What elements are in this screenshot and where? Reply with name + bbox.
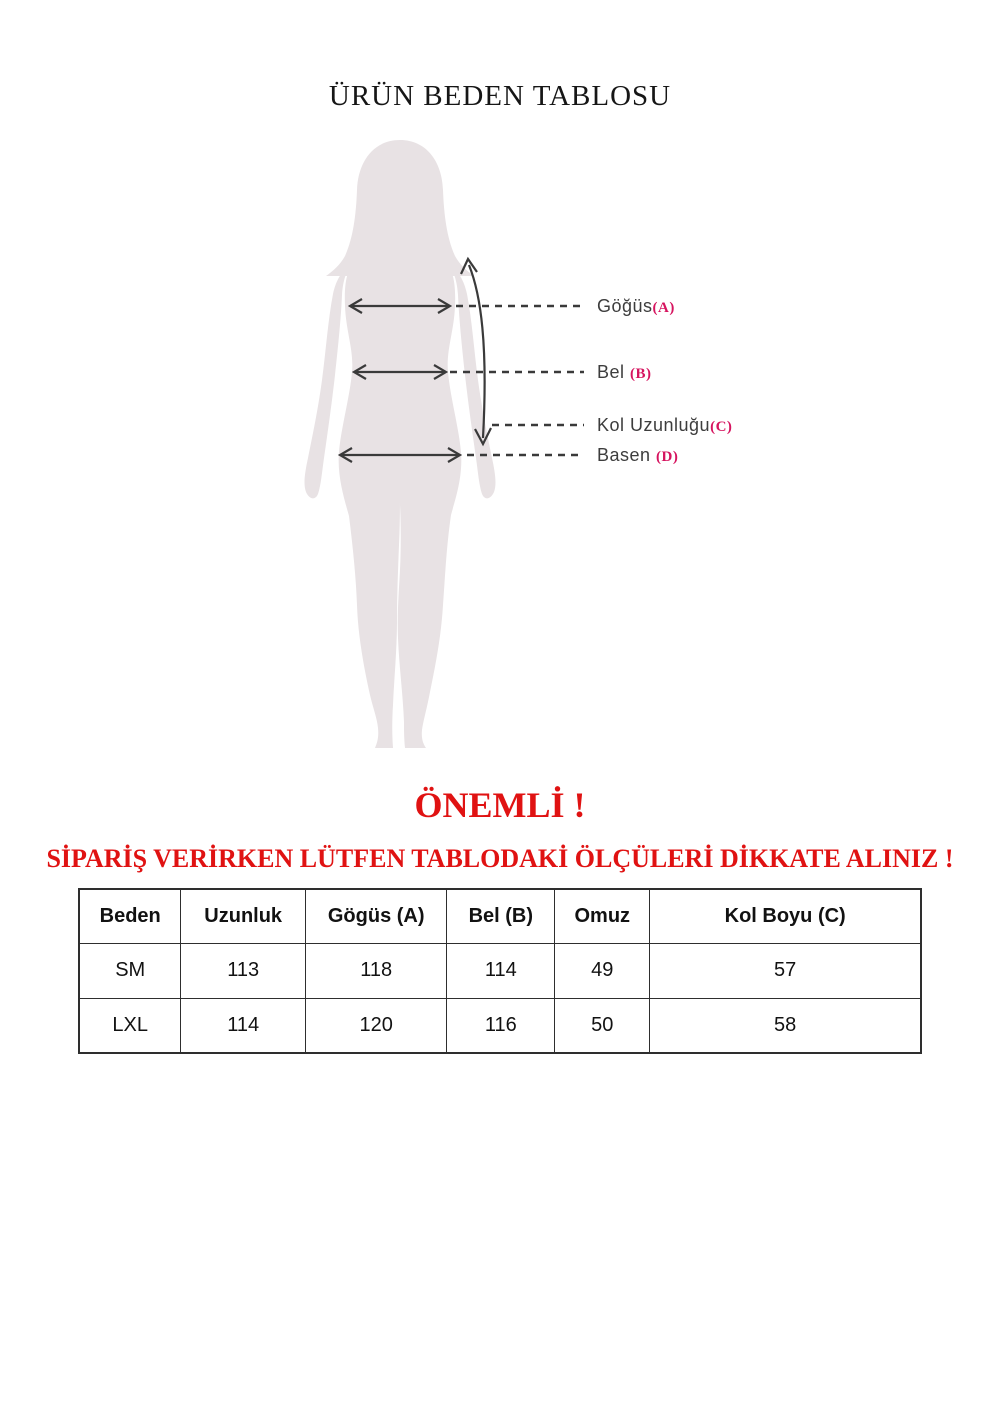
label-arm-length-text: Kol Uzunluğu <box>597 415 711 435</box>
size-table-cell: 114 <box>181 998 306 1053</box>
size-table-cell: 50 <box>555 998 650 1053</box>
size-table-row <box>79 998 921 1053</box>
label-chest-text: Göğüs <box>597 296 653 316</box>
size-table-container <box>78 888 922 1054</box>
size-table-column-header: Bel (B) <box>447 889 555 943</box>
important-heading: ÖNEMLİ ! <box>414 785 586 825</box>
label-chest-marker: (A) <box>652 300 675 316</box>
page-title: ÜRÜN BEDEN TABLOSU <box>328 80 672 112</box>
size-table-cell: 116 <box>447 998 555 1053</box>
label-hip <box>597 445 678 466</box>
size-table-cell: LXL <box>79 998 181 1053</box>
size-table-column-header: Kol Boyu (C) <box>650 889 921 943</box>
silhouette-torso-legs <box>339 260 462 748</box>
body-measurement-diagram <box>280 135 590 760</box>
size-table-cell: 58 <box>650 998 921 1053</box>
size-table-cell: 114 <box>447 943 555 998</box>
label-waist <box>597 362 652 383</box>
size-table-cell: 49 <box>555 943 650 998</box>
size-table-row <box>79 943 921 998</box>
label-arm-length <box>597 415 732 436</box>
label-hip-text: Basen <box>597 445 657 465</box>
size-table-column-header: Gögüs (A) <box>305 889 446 943</box>
important-subheading: SİPARİŞ VERİRKEN LÜTFEN TABLODAKİ ÖLÇÜLERİ DİKKATE ALINIZ ! <box>46 844 954 873</box>
size-table-cell: 118 <box>305 943 446 998</box>
size-table-cell: SM <box>79 943 181 998</box>
size-table-column-header: Uzunluk <box>181 889 306 943</box>
label-waist-marker: (B) <box>630 366 652 382</box>
woman-silhouette-figure <box>305 140 496 748</box>
label-hip-marker: (D) <box>656 449 679 465</box>
label-chest <box>597 296 675 317</box>
label-waist-text: Bel <box>597 362 631 382</box>
size-table-column-header: Beden <box>79 889 181 943</box>
size-table-cell: 113 <box>181 943 306 998</box>
size-table <box>78 888 922 1054</box>
label-arm-length-marker: (C) <box>710 419 733 435</box>
silhouette-hair-head <box>326 140 474 276</box>
size-table-cell: 120 <box>305 998 446 1053</box>
size-table-body <box>79 943 921 1053</box>
size-table-cell: 57 <box>650 943 921 998</box>
size-table-header-row <box>79 889 921 943</box>
size-table-column-header: Omuz <box>555 889 650 943</box>
